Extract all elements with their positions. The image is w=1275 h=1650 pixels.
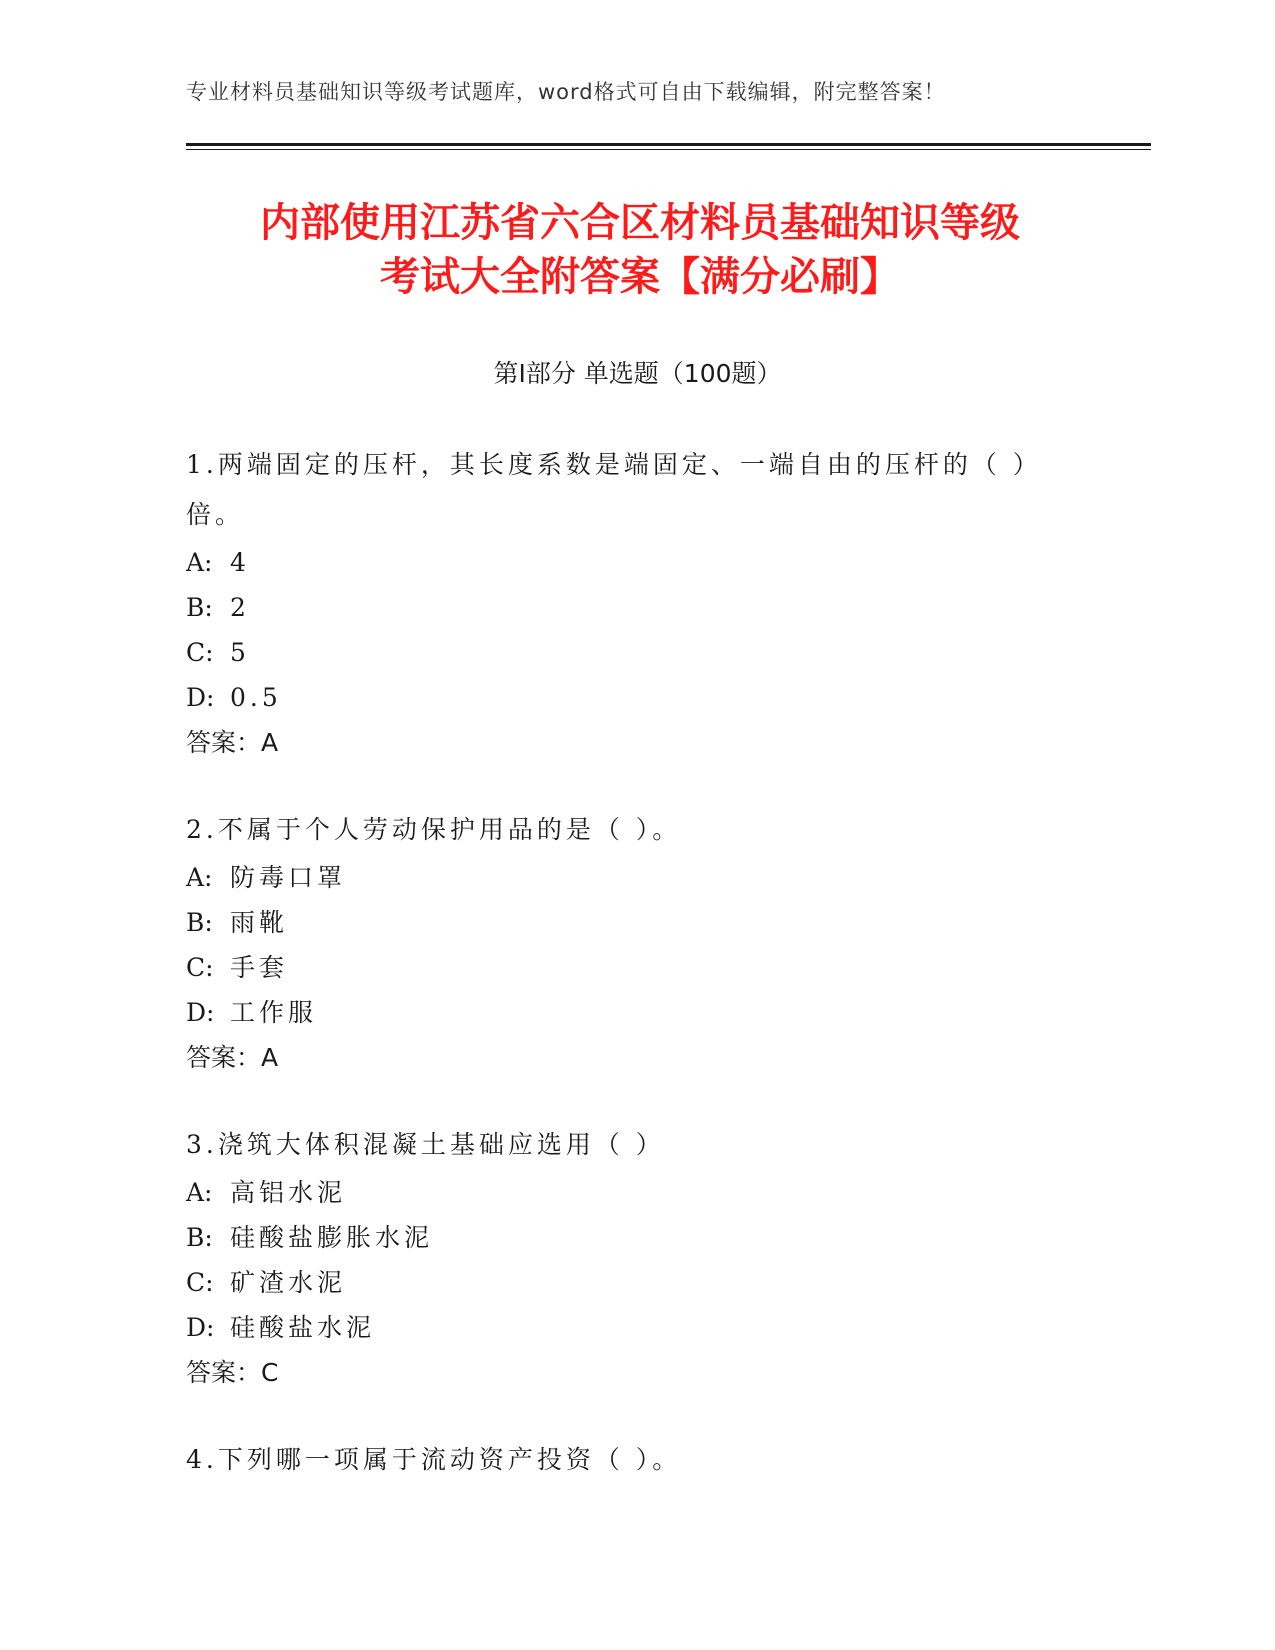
option-b [186,1215,1076,1260]
option-text: 工作服 [230,998,318,1027]
option-d [186,1305,1076,1350]
document-title-line-1: 内部使用江苏省六合区材料员基础知识等级 [260,200,1020,246]
option-letter: D: [186,1313,215,1342]
option-text: 防毒口罩 [230,863,347,892]
option-text: 0.5 [230,683,282,712]
option-letter: B: [186,593,213,622]
option-c [186,1260,1076,1305]
question-1 [186,440,1076,765]
option-text: 雨靴 [230,908,289,937]
question-stem: 4.下列哪一项属于流动资产投资（ ）。 [186,1445,682,1474]
option-text: 4 [230,548,250,577]
option-text: 5 [230,638,250,667]
section-heading: 第Ⅰ部分 单选题（100题） [493,359,782,388]
option-c [186,945,1076,990]
question-stem: 1.两端固定的压杆，其长度系数是端固定、一端自由的压杆的（ ）倍。 [186,450,1042,529]
question-3 [186,1120,1076,1395]
option-letter: D: [186,683,215,712]
question-2 [186,805,1076,1080]
header-divider-thin [186,149,1151,150]
option-letter: C: [186,953,214,982]
option-b [186,585,1076,630]
option-letter: A: [186,1178,213,1207]
answer-line: 答案：A [186,1043,279,1072]
option-c [186,630,1076,675]
option-text: 矿渣水泥 [230,1268,347,1297]
option-text: 2 [230,593,250,622]
option-a [186,540,1076,585]
option-letter: B: [186,908,213,937]
answer-line: 答案：A [186,728,279,757]
option-text: 手套 [230,953,289,982]
option-text: 硅酸盐膨胀水泥 [230,1223,434,1252]
option-letter: B: [186,1223,213,1252]
question-stem: 3.浇筑大体积混凝土基础应选用（ ） [186,1130,665,1159]
option-text: 高铝水泥 [230,1178,347,1207]
option-letter: C: [186,638,214,667]
option-letter: A: [186,863,213,892]
question-stem: 2.不属于个人劳动保护用品的是（ ）。 [186,815,682,844]
option-b [186,900,1076,945]
option-a [186,1170,1076,1215]
option-d [186,990,1076,1035]
option-d [186,675,1076,720]
option-text: 硅酸盐水泥 [230,1313,376,1342]
question-list [186,440,1076,1525]
option-letter: D: [186,998,215,1027]
header-divider-thick [186,143,1151,146]
document-title-line-2: 考试大全附答案【满分必刷】 [380,254,900,300]
answer-line: 答案：C [186,1358,279,1387]
option-letter: C: [186,1268,214,1297]
question-4 [186,1435,1076,1485]
option-letter: A: [186,548,213,577]
document-title [140,196,1140,304]
header-note: 专业材料员基础知识等级考试题库，word格式可自由下载编辑，附完整答案！ [186,80,946,104]
option-a [186,855,1076,900]
